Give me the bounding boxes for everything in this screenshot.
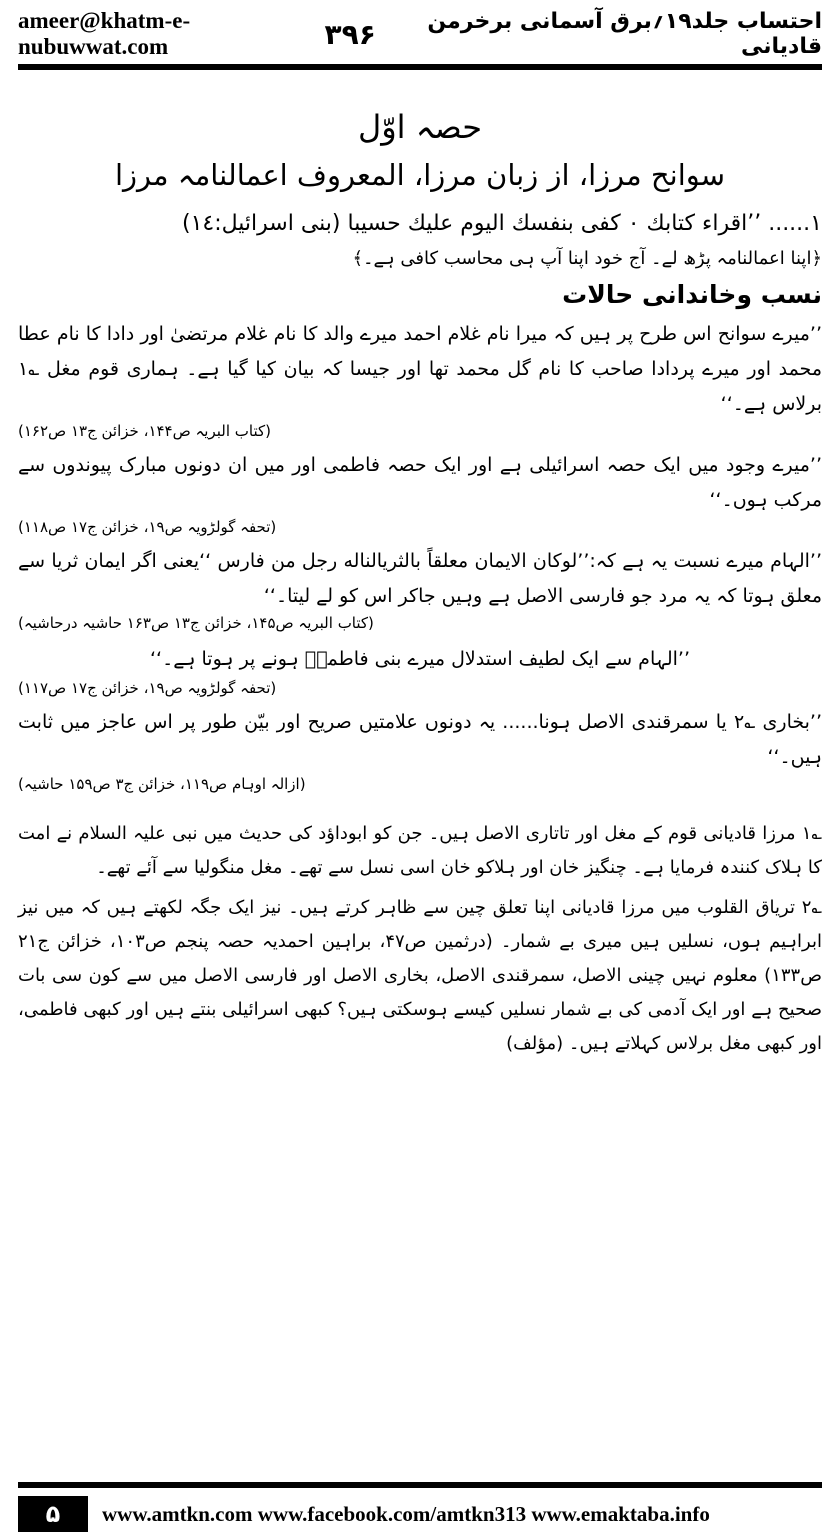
footnotes [18, 817, 822, 1061]
quote-reference: (کتاب البریہ ص۱۴۵، خزائن ج۱۳ ص۱۶۳ حاشیہ درحاشیہ) [18, 614, 374, 632]
section-heading: نسب وخاندانی حالات [562, 280, 822, 309]
header-book-title: احتساب جلد۱۹؍برق آسمانی برخرمن قادیانی [427, 9, 822, 59]
ayah-text: ۱...... ’’اقراء کتابك ۰ کفی بنفسك الیوم علیك حسیبا (بنی اسرائیل:۱٤) [181, 211, 822, 236]
footer-page-number: ۵ [18, 1496, 88, 1532]
quote-paragraph: ’’میرے سوانح اس طرح پر ہیں کہ میرا نام غلام احمد میرے والد کا نام غلام مرتضیٰ اور دادا کا نام عطا محمد اور میرے پردادا صاحب کا نام گل محمد تھا اور جیسا کہ بیان کیا گیا ہے۔ ہماری قوم مغل ؎۱ برلاس ہے۔‘‘ [18, 323, 822, 415]
footer-urls: www.amtkn.com www.facebook.com/amtkn313 www.emaktaba.info [102, 1501, 710, 1526]
page-footer [18, 1496, 822, 1532]
header-page-number: ۳۹۶ [324, 17, 376, 51]
sub-title: سوانح مرزا، از زبان مرزا، المعروف اعمالنامہ مرزا [114, 158, 726, 192]
part-title: حصہ اوّل [357, 108, 483, 146]
quote-paragraph: ’’میرے وجود میں ایک حصہ اسرائیلی ہے اور ایک حصہ فاطمی اور میں ان دونوں مبارک پیوندوں سے مرکب ہوں۔‘‘ [18, 454, 822, 511]
footnote: ؎۲ تریاق القلوب میں مرزا قادیانی اپنا تعلق چین سے ظاہر کرتے ہیں۔ نیز ایک جگہ لکھتے ہیں کہ میں نیز ابراہیم ہوں، نسلیں ہیں میری بے شمار۔ (درثمین ص۴۷، براہین احمدیہ حصہ پنجم ص۱۰۳، خزائن ج۲۱ ص۱۳۳) معلوم نہیں چینی الاصل، سمرقندی الاصل، بخاری الاصل اور فارسی الاصل میں سے کون سی بات صحیح ہے اور ایک آدمی کی بے شمار نسلیں کیسے ہوسکتی ہیں؟ کبھی اسرائیلی بنتے ہیں اور کبھی فاطمی، اور کبھی مغل برلاس کہلاتے ہیں۔ (مؤلف) [18, 897, 822, 1054]
footnote: ؎۱ مرزا قادیانی قوم کے مغل اور تاتاری الاصل ہیں۔ جن کو ابوداؤد کی حدیث میں نبی علیہ السلام نے امت کا ہلاک کنندہ فرمایا ہے۔ چنگیز خان اور ہلاکو خان اسی نسل سے تھے۔ مغل منگولیا سے آئے تھے۔ [18, 823, 822, 878]
header-rule [18, 64, 822, 70]
page-header [18, 8, 822, 59]
quote-reference: (تحفہ گولڑویہ ص۱۹، خزائن ج۱۷ ص۱۱۸) [18, 518, 277, 536]
header-email: ameer@khatm-e-nubuwwat.com [18, 8, 191, 59]
ayah-translation: ﴿اپنا اعمالنامہ پڑھ لے۔ آج خود اپنا آپ ہی محاسب کافی ہے۔﴾ [352, 248, 822, 269]
quote-reference: (کتاب البریہ ص۱۴۴، خزائن ج۱۳ ص۱۶۲) [18, 422, 271, 440]
page-content [18, 108, 822, 1067]
quote-reference: (تحفہ گولڑویہ ص۱۹، خزائن ج۱۷ ص۱۱۷) [18, 679, 277, 697]
footer-rule [18, 1482, 822, 1488]
quote-paragraph: ’’بخاری ؎۲ یا سمرقندی الاصل ہونا...... یہ دونوں علامتیں صریح اور بیّن طور پر اس عاجز میں ثابت ہیں۔‘‘ [18, 711, 823, 768]
quote-reference: (ازالہ اوہام ص۱۱۹، خزائن ج۳ ص۱۵۹ حاشیہ) [18, 775, 306, 793]
quote-paragraph: ’’الہام میرے نسبت یہ ہے کہ:’’لوکان الایمان معلقاً بالثریالناله رجل من فارس ‘‘یعنی اگر ایمان ثریا سے معلق ہوتا کہ یہ مرد جو فارسی الاصل ہے وہیں جاکر اس کو لے لیتا۔‘‘ [18, 550, 822, 607]
header-left [18, 8, 376, 60]
quote-paragraph: ’’الہام سے ایک لطیف استدلال میرے بنی فاطمہؓ ہونے پر ہوتا ہے۔‘‘ [149, 648, 691, 670]
